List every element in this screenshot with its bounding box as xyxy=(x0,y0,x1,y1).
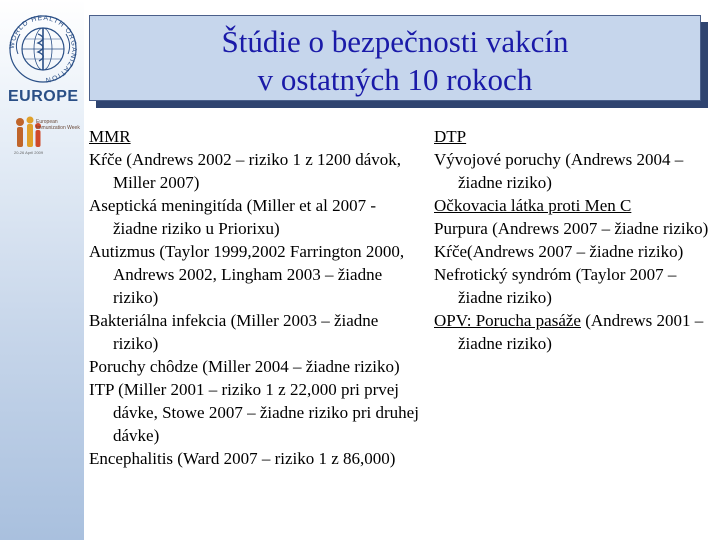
right-item: Nefrotický syndróm (Taylor 2007 – žiadne riziko) xyxy=(434,265,677,307)
title-box xyxy=(89,15,701,101)
who-emblem-icon xyxy=(8,14,78,84)
right-item-heading: Očkovacia látka proti Men C xyxy=(434,196,632,215)
right-item: Purpura (Andrews 2007 – žiadne riziko) xyxy=(434,219,709,238)
sidebar-panel xyxy=(0,0,84,540)
right-item: Kŕče(Andrews 2007 – žiadne riziko) xyxy=(434,242,684,261)
left-item: Bakteriálna infekcia (Miller 2003 – žiadne riziko) xyxy=(89,311,379,353)
right-item xyxy=(434,309,716,355)
who-ring-text: WORLD HEALTH ORGANIZATION xyxy=(8,14,78,84)
left-item: Poruchy chôdze (Miller 2004 – žiadne riziko) xyxy=(89,357,400,376)
mmr-studies-column xyxy=(89,125,419,470)
title-line-2: v ostatných 10 rokoch xyxy=(257,62,533,97)
left-item: Kŕče (Andrews 2002 – riziko 1 z 1200 dávok, Miller 2007) xyxy=(89,150,402,192)
immunization-week-date: 20-26 April 2009 xyxy=(14,150,44,155)
right-item-heading: DTP xyxy=(434,127,467,146)
left-item: Encephalitis (Ward 2007 – riziko 1 z 86,000) xyxy=(89,449,396,468)
other-vaccines-column xyxy=(434,125,716,355)
opv-rest: (Andrews 2001 – žiadne riziko) xyxy=(458,311,704,353)
left-item: ITP (Miller 2001 – riziko 1 z 22,000 pri prvej dávke, Stowe 2007 – žiadne riziko pri druhej dávke) xyxy=(89,380,419,445)
title-line-1: Štúdie o bezpečnosti vakcín xyxy=(221,24,569,59)
region-label: EUROPE xyxy=(8,88,79,105)
right-item: Vývojové poruchy (Andrews 2004 – žiadne riziko) xyxy=(434,150,684,192)
left-item: Aseptická meningitída (Miller et al 2007 - žiadne riziko u Priorixu) xyxy=(89,196,377,238)
left-item-heading: MMR xyxy=(89,127,131,146)
immunization-week-text: European Immunization Week xyxy=(36,119,80,131)
opv-heading: OPV: Porucha pasáže xyxy=(434,311,581,330)
left-item: Autizmus (Taylor 1999,2002 Farrington 2000, Andrews 2002, Lingham 2003 – žiadne riziko) xyxy=(89,242,405,307)
